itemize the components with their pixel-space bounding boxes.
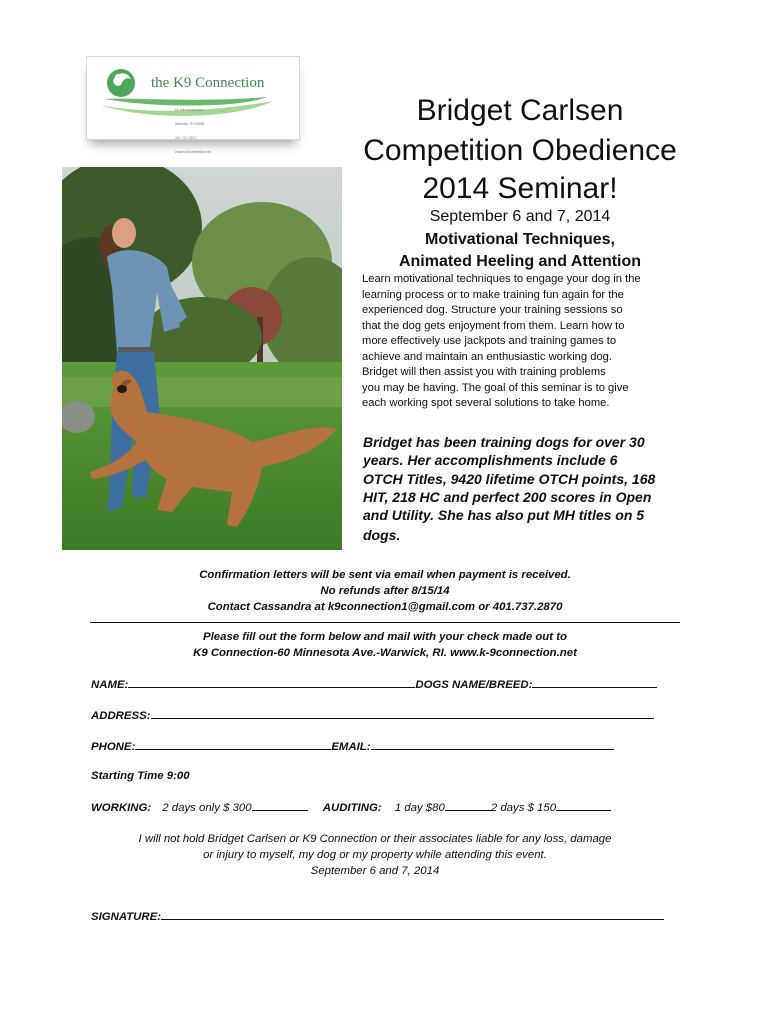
auditing-one-day-label: 1 day $80 <box>394 802 445 814</box>
auditing-two-day-field[interactable] <box>556 800 611 811</box>
bio-line: years. Her accomplishments include 6 <box>363 452 618 469</box>
address-row <box>91 708 654 722</box>
phone-label: PHONE: <box>91 741 136 753</box>
trainer-with-dog-photo <box>62 167 342 550</box>
email-field[interactable] <box>371 739 614 750</box>
title-line-3: 2014 Seminar! <box>422 172 618 205</box>
logo-address: 60 Minnesota Ave. Warwick, RI 02888 401.737.2870 www.k-9connection.net <box>175 108 211 154</box>
signature-label: SIGNATURE: <box>91 911 162 923</box>
description-line: each working spot several solutions to take home. <box>362 397 610 409</box>
signature-row <box>91 909 664 923</box>
address-label: ADDRESS: <box>91 710 151 722</box>
name-label: NAME: <box>91 679 129 691</box>
auditing-one-day-field[interactable] <box>445 800 491 811</box>
seminar-description <box>362 272 682 412</box>
liability-waiver-line-2: or injury to myself, my dog or my property while attending this event. <box>203 849 547 861</box>
name-field[interactable] <box>128 677 415 688</box>
k9-connection-logo <box>86 56 300 154</box>
trainer-bio <box>363 433 683 545</box>
title-line-2: Competition Obedience <box>363 134 677 167</box>
bio-line: OTCH Titles, 9420 lifetime OTCH points, 168 <box>363 470 656 487</box>
bio-line: and Utility. She has also put MH titles on 5 <box>363 507 645 524</box>
starting-time: Starting Time 9:00 <box>91 770 190 782</box>
dogs-name-breed-label: DOGS NAME/BREED: <box>415 679 533 691</box>
dogs-name-breed-field[interactable] <box>532 677 657 688</box>
description-line: achieve and maintain an enthusiastic working dog. <box>362 350 613 363</box>
description-line: you may be having. The goal of this seminar is to give <box>362 381 629 394</box>
phone-field[interactable] <box>135 739 331 750</box>
working-label: WORKING: <box>91 802 152 814</box>
description-line: experienced dog. Structure your training sessions so <box>362 304 623 316</box>
signature-field[interactable] <box>161 909 664 920</box>
liability-waiver-date: September 6 and 7, 2014 <box>310 865 440 877</box>
logo-brand-text: the K9 Connection <box>151 75 265 91</box>
refund-note: No refunds after 8/15/14 <box>320 585 450 597</box>
description-line: more effectively use jackpots and training games to <box>362 335 617 347</box>
address-field[interactable] <box>151 708 654 719</box>
description-line: Learn motivational techniques to engage your dog in the <box>362 273 641 285</box>
bio-line: Bridget has been training dogs for over 30 <box>363 434 645 450</box>
contact-note: Contact Cassandra at k9connection1@gmail.com or 401.737.2870 <box>207 601 563 613</box>
mailing-instructions: Please fill out the form below and mail with your check made out to <box>203 631 567 643</box>
auditing-label: AUDITING: <box>322 802 382 814</box>
description-line: that the dog gets enjoyment from them. Learn how to <box>362 319 625 332</box>
confirmation-note: Confirmation letters will be sent via email when payment is received. <box>199 569 571 581</box>
bio-line: dogs. <box>363 527 401 544</box>
working-option-field[interactable] <box>252 800 308 811</box>
seminar-dates: September 6 and 7, 2014 <box>429 208 611 225</box>
divider-line <box>90 622 680 623</box>
liability-waiver-line-1: I will not hold Bridget Carlsen or K9 Connection or their associates liable for any loss, damage <box>138 833 612 845</box>
email-label: EMAIL: <box>331 741 371 753</box>
phone-email-row <box>91 739 614 753</box>
mailing-address: K9 Connection-60 Minnesota Ave.-Warwick, RI. www.k-9connection.net <box>193 647 577 659</box>
subtitle-line-1: Motivational Techniques, <box>425 231 615 248</box>
title-line-1: Bridget Carlsen <box>416 94 624 127</box>
registration-options-row <box>91 800 611 814</box>
description-line: learning process or to make training fun again for the <box>362 288 624 301</box>
subtitle-line-2: Animated Heeling and Attention <box>398 253 642 270</box>
bio-line: HIT, 218 HC and perfect 200 scores in Open <box>363 488 652 505</box>
working-option-label: 2 days only $ 300 <box>162 802 252 814</box>
name-row <box>91 677 657 691</box>
description-line: Bridget will then assist you with training problems <box>362 366 606 378</box>
auditing-two-day-label: 2 days $ 150 <box>490 802 557 814</box>
